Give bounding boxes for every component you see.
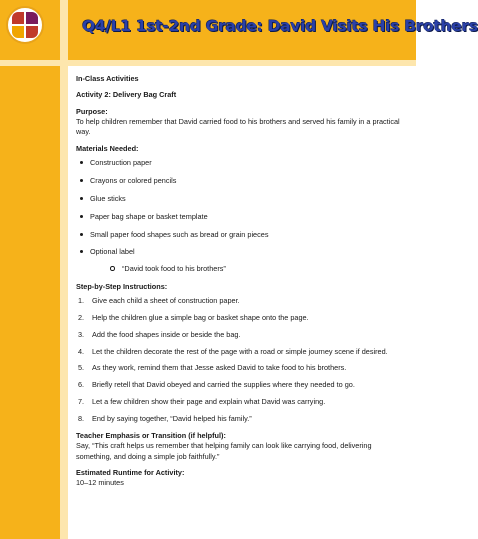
list-item: Paper bag shape or basket template xyxy=(76,212,408,222)
step-text: As they work, remind them that Jesse asked David to take food to his brothers. xyxy=(92,363,347,373)
step-number: 4. xyxy=(78,346,85,356)
step-text: End by saying together, “David helped his family.” xyxy=(92,414,252,424)
step-item xyxy=(76,397,408,407)
list-item: Small paper food shapes such as bread or grain pieces xyxy=(76,230,408,240)
step-text: Let the children decorate the rest of the page with a road or simple journey scene if desired. xyxy=(92,346,388,356)
sub-list xyxy=(90,264,408,274)
step-number: 2. xyxy=(78,312,85,322)
step-item xyxy=(76,313,408,323)
cross-logo-icon xyxy=(6,6,44,44)
emphasis-text: Say, “This craft helps us remember that helping family can look like carrying food, delivering something, and doing a simple job faithfully.” xyxy=(76,441,372,461)
step-item xyxy=(76,363,408,373)
step-text: Let a few children show their page and explain what David was carrying. xyxy=(92,397,326,407)
step-item xyxy=(76,380,408,390)
page-title: Q4/L1 1st-2nd Grade: David Visits His Brothers xyxy=(82,17,478,35)
step-item xyxy=(76,414,408,424)
steps-list xyxy=(76,296,408,424)
step-number: 3. xyxy=(78,329,85,339)
left-band xyxy=(0,0,60,539)
list-item: Crayons or colored pencils xyxy=(76,176,408,186)
purpose-text: To help children remember that David carried food to his brothers and served his family in a practical way. xyxy=(76,117,400,137)
cross-vertical-stripe xyxy=(60,0,68,539)
runtime-text: 10–12 minutes xyxy=(76,478,124,488)
list-item: Glue sticks xyxy=(76,194,408,204)
activity-heading: Activity 2: Delivery Bag Craft xyxy=(76,90,177,100)
step-item xyxy=(76,347,408,357)
step-item xyxy=(76,296,408,306)
step-text: Add the food shapes inside or beside the bag. xyxy=(92,329,241,339)
sub-list-item: “David took food to his brothers” xyxy=(90,264,408,274)
step-number: 6. xyxy=(78,380,85,390)
materials-heading: Materials Needed: xyxy=(76,143,139,153)
list-item-label: Optional label xyxy=(90,247,135,257)
step-number: 1. xyxy=(78,296,85,306)
step-text: Help the children glue a simple bag or basket shape onto the page. xyxy=(92,312,309,322)
step-number: 8. xyxy=(78,414,85,424)
step-number: 5. xyxy=(78,363,85,373)
step-text: Give each child a sheet of construction paper. xyxy=(92,296,240,306)
step-item xyxy=(76,330,408,340)
list-item: Construction paper xyxy=(76,158,408,168)
materials-list xyxy=(76,158,408,274)
list-item xyxy=(76,247,408,274)
steps-heading: Step-by-Step Instructions: xyxy=(76,281,168,291)
step-number: 7. xyxy=(78,397,85,407)
emphasis-heading: Teacher Emphasis or Transition (if helpful): xyxy=(76,430,226,440)
document-content xyxy=(76,74,408,495)
section-heading: In-Class Activities xyxy=(76,74,139,83)
step-text: Briefly retell that David obeyed and carried the supplies where they needed to go. xyxy=(92,380,355,390)
purpose-heading: Purpose: xyxy=(76,106,108,116)
runtime-heading: Estimated Runtime for Activity: xyxy=(76,467,185,477)
